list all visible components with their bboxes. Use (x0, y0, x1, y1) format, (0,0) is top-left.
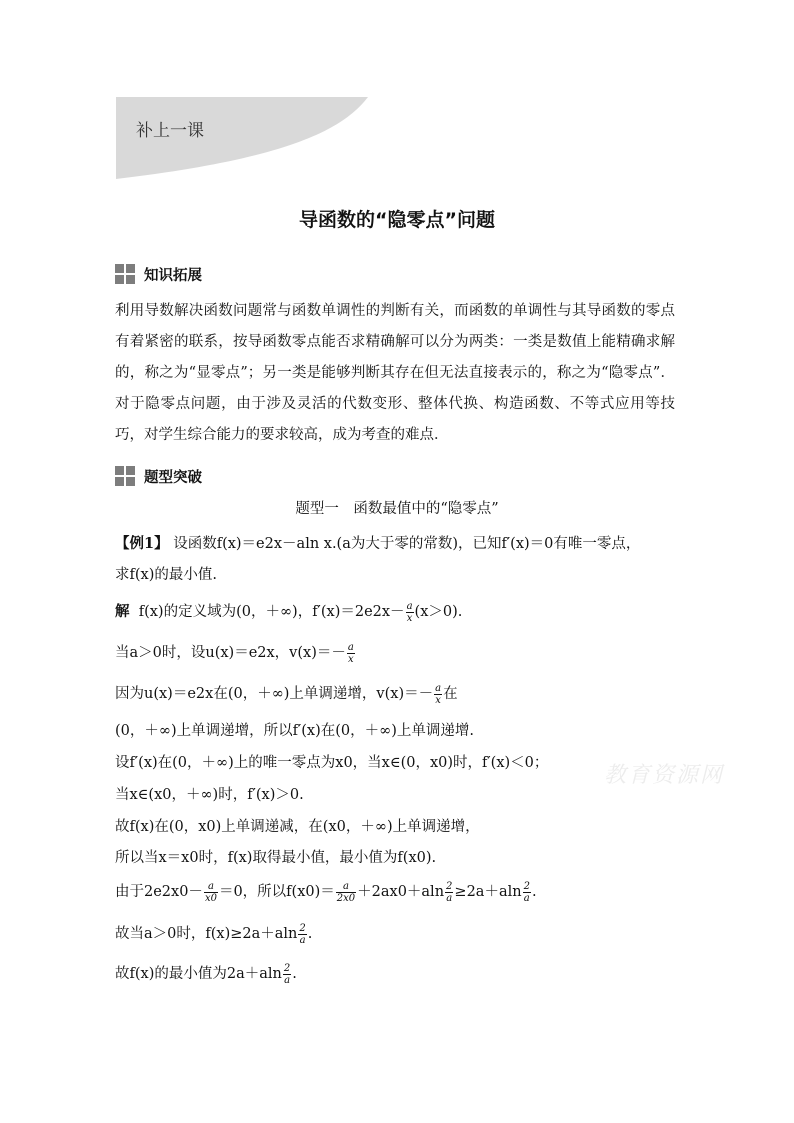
section-grid-icon (115, 264, 135, 284)
solution-line-1 (115, 600, 462, 624)
fraction-2-over-a: $\frac{2}{a}$ (523, 880, 530, 904)
solution-text: 当a＞0时，设u(x)＝e2x，v(x)＝－ (115, 645, 346, 661)
fraction-a-over-x: $\frac{a}{x}$ (347, 641, 354, 665)
example-line-2: 求f(x)的最小值. (115, 567, 217, 583)
example-tag: 【例1】 (115, 535, 169, 552)
fraction-a-over-x: $\frac{a}{x}$ (435, 682, 442, 706)
solution-line-5: 设f′(x)在(0，＋∞)上的唯一零点为x0，当x∈(0，x0)时，f′(x)＜0； (115, 755, 549, 771)
knowledge-paragraph: 利用导数解决函数问题常与函数单调性的判断有关，而函数的单调性与其导函数的零点有着紧密的联系，按导函数零点能否求精确解可以分为两类：一类是数值上能精确求解的，称之为“显零点”；另一类是能够判断其存在但无法直接表示的，称之为“隐零点”．对于隐零点问题，由于涉及灵活的代数变形、整体代换、构造函数、不等式应用等技巧，对学生综合能力的要求较高，成为考查的难点． (115, 303, 675, 443)
solution-line-2 (115, 641, 356, 665)
solution-text: 故f(x)的最小值为2a＋aln (115, 966, 282, 982)
solution-line-4: (0，＋∞)上单调递增，所以f′(x)在(0，＋∞)上单调递增. (115, 723, 474, 739)
solution-text: . (307, 926, 313, 942)
type-heading: 题型一 函数最值中的“隐零点” (295, 501, 499, 517)
section-grid-icon (115, 466, 135, 486)
fraction-a-over-x0: $\frac{a}{x0}$ (204, 880, 217, 904)
solution-text: 故当a＞0时，f(x)≥2a＋aln (115, 926, 298, 942)
solution-line-8: 所以当x＝x0时，f(x)取得最小值，最小值为f(x0). (115, 850, 437, 866)
watermark: 教育资源网 (604, 763, 725, 788)
section-types (115, 466, 202, 486)
page-title: 导函数的“隐零点”问题 (299, 209, 495, 231)
solution-line-10 (115, 922, 312, 946)
fraction-2-over-a: $\frac{2}{a}$ (299, 922, 306, 946)
solution-text: 由于2e2x0－ (115, 884, 203, 900)
fraction-2-over-a: $\frac{2}{a}$ (446, 880, 453, 904)
solution-line-3 (115, 682, 458, 706)
solution-line-11 (115, 962, 297, 986)
solution-text: f(x)的定义域为(0，＋∞)，f′(x)＝2e2x－ (138, 604, 405, 620)
fraction-2-over-a: $\frac{2}{a}$ (283, 962, 291, 986)
solution-line-7: 故f(x)在(0，x0)上单调递减，在(x0，＋∞)上单调递增， (115, 819, 480, 835)
solution-text: 因为u(x)＝e2x在(0，＋∞)上单调递增，v(x)＝－ (115, 686, 434, 702)
fraction-a-over-2x0: $\frac{a}{2x0}$ (336, 880, 356, 904)
fraction-a-over-x: $\frac{a}{x}$ (406, 600, 413, 624)
solution-text: . (531, 884, 537, 900)
solution-text: (x＞0). (414, 604, 463, 620)
example-text: 设函数f(x)＝e2x－aln x.(a为大于零的常数)，已知f′(x)＝0有唯一零点， (173, 536, 641, 552)
section-knowledge (115, 264, 202, 284)
example-line-1 (115, 532, 640, 553)
solution-lead: 解 (115, 603, 130, 620)
solution-text: ＝0，所以f(x0)＝ (218, 884, 335, 900)
solution-line-6: 当x∈(x0，＋∞)时，f′(x)＞0. (115, 787, 304, 803)
solution-text: 在 (443, 686, 458, 702)
solution-line-9 (115, 880, 537, 904)
solution-text: ≥2a＋aln (454, 884, 522, 900)
section-label: 知识拓展 (144, 267, 202, 284)
section-label: 题型突破 (144, 469, 202, 486)
solution-text: . (292, 966, 297, 982)
solution-text: ＋2ax0＋aln (357, 884, 445, 900)
banner-label: 补上一课 (136, 121, 204, 141)
